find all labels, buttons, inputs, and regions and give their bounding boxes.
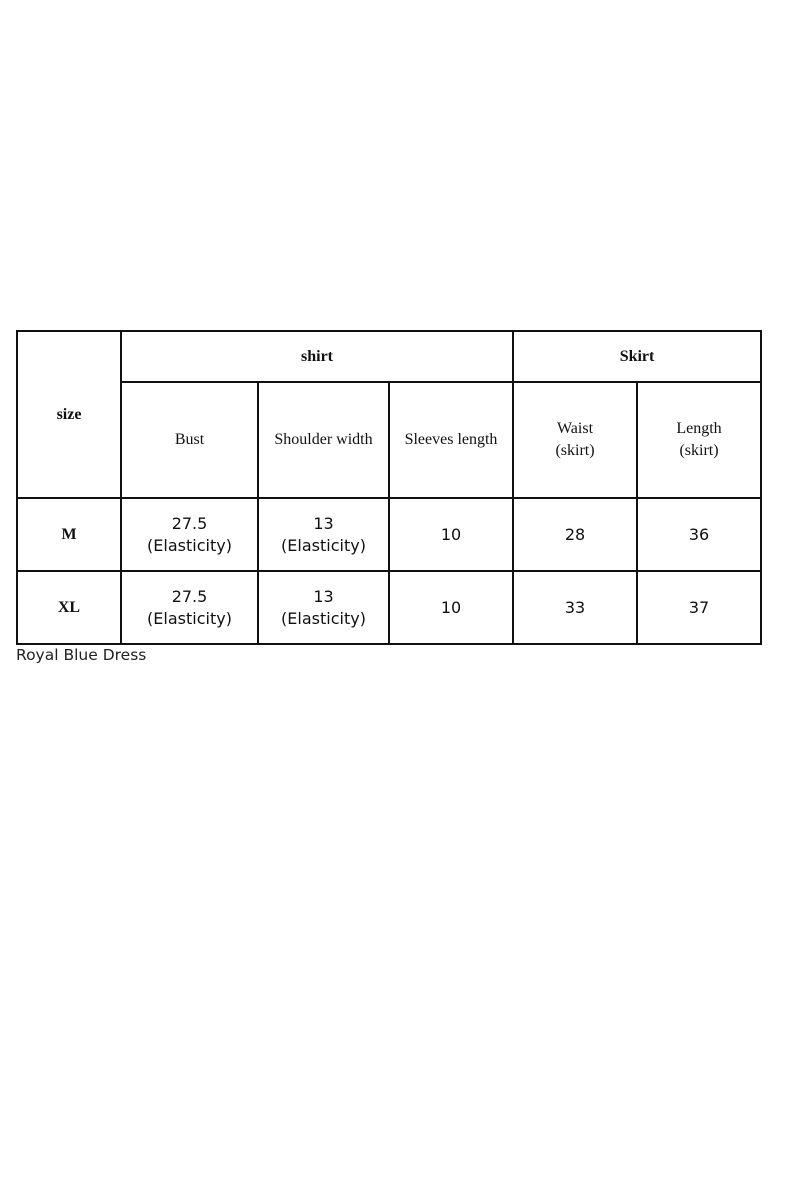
table-column-header-row: [17, 382, 761, 498]
bust-cell: [121, 571, 258, 644]
size-value: XL: [57, 598, 81, 616]
table-group-header-row: [17, 331, 761, 382]
sleeves-length-column-header: [389, 382, 513, 498]
waist-value: 33: [564, 597, 586, 617]
bust-column-header: [121, 382, 258, 498]
bust-value: 27.5: [171, 586, 208, 606]
waist-cell: [513, 498, 637, 571]
skirt-group-header: [513, 331, 761, 382]
bust-note: (Elasticity): [147, 535, 232, 555]
sleeves-value: 10: [440, 597, 462, 617]
shoulder-cell: [258, 498, 389, 571]
shoulder-value: 13: [313, 586, 334, 606]
length-value: 37: [688, 597, 710, 617]
size-chart-table: [16, 330, 762, 645]
waist-header-line1: Waist: [556, 420, 594, 437]
waist-value: 28: [564, 524, 586, 544]
waist-cell: [513, 571, 637, 644]
shoulder-width-column-header: [258, 382, 389, 498]
table-row: [17, 571, 761, 644]
bust-value: 27.5: [171, 513, 208, 533]
bust-note: (Elasticity): [147, 608, 232, 628]
shoulder-cell: [258, 571, 389, 644]
size-value: M: [61, 525, 77, 543]
length-cell: [637, 498, 761, 571]
waist-header-line2: (skirt): [555, 442, 595, 459]
size-column-header: [17, 331, 121, 498]
skirt-group-label: Skirt: [619, 347, 655, 365]
sleeves-cell: [389, 571, 513, 644]
length-cell: [637, 571, 761, 644]
size-header-label: size: [56, 405, 82, 423]
waist-column-header: [513, 382, 637, 498]
size-cell: [17, 498, 121, 571]
bust-header-label: Bust: [174, 431, 205, 448]
length-header-line1: Length: [676, 420, 722, 437]
length-header-line2: (skirt): [679, 442, 719, 459]
size-cell: [17, 571, 121, 644]
shoulder-value: 13: [313, 513, 334, 533]
shirt-group-label: shirt: [301, 347, 333, 365]
sleeves-length-header-label: Sleeves length: [404, 431, 498, 448]
sleeves-value: 10: [440, 524, 462, 544]
shirt-group-header: [121, 331, 513, 382]
bust-cell: [121, 498, 258, 571]
length-column-header: [637, 382, 761, 498]
length-value: 36: [688, 524, 710, 544]
shoulder-width-header-label: Shoulder width: [274, 431, 373, 448]
shoulder-note: (Elasticity): [281, 535, 366, 555]
shoulder-note: (Elasticity): [281, 608, 366, 628]
table-row: [17, 498, 761, 571]
product-caption: Royal Blue Dress: [16, 646, 147, 664]
sleeves-cell: [389, 498, 513, 571]
